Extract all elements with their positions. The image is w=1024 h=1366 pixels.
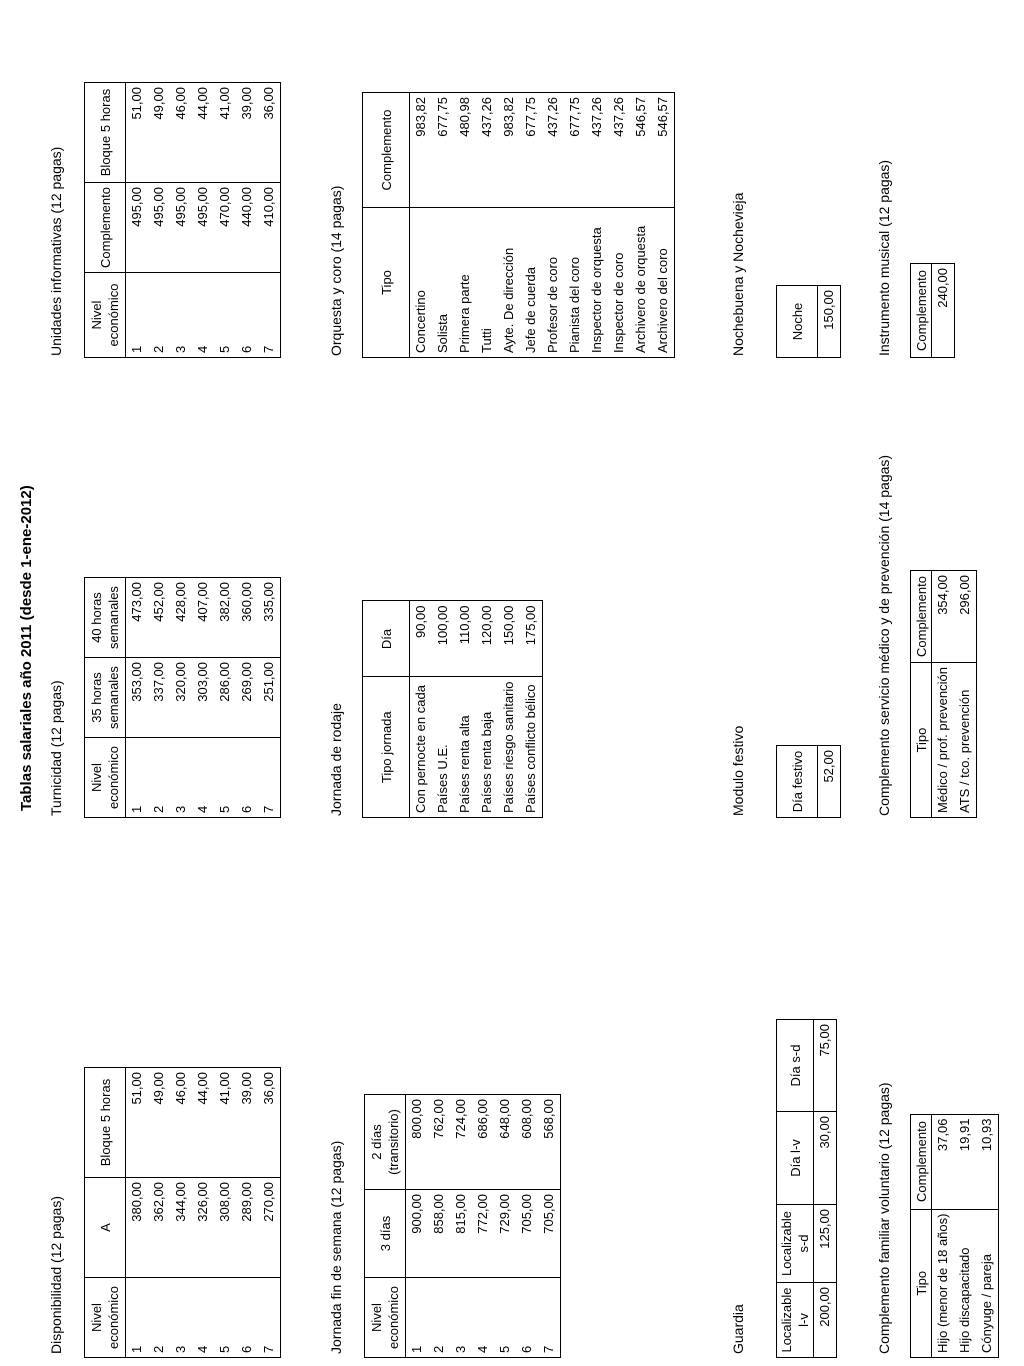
table-cell: 724,00 [450, 1095, 472, 1190]
table-row [428, 1095, 450, 1358]
table-cell: 5 [214, 1278, 236, 1358]
table-cell: 437,26 [608, 93, 630, 208]
medico-table [910, 570, 977, 818]
table-cell: 705,00 [516, 1190, 538, 1278]
table-cell: 380,00 [126, 1178, 149, 1278]
medico-grid [910, 570, 977, 818]
table-cell: 5 [494, 1278, 516, 1358]
table-cell: 289,00 [236, 1178, 258, 1278]
fin-semana-table [364, 1094, 561, 1358]
table-cell: 677,75 [564, 93, 586, 208]
table-cell: 120,00 [476, 601, 498, 677]
table-cell: 286,00 [214, 658, 236, 738]
table-cell: 337,00 [148, 658, 170, 738]
column-header: Día l-v [777, 1112, 814, 1205]
table-cell: 240,00 [932, 264, 955, 358]
medico-title: Complemento servicio médico y de prevención (14 pagas) [876, 454, 892, 816]
table-cell: 452,00 [148, 578, 170, 658]
table-cell: 7 [258, 273, 281, 358]
table-row [542, 93, 564, 358]
column-header: A [85, 1178, 126, 1278]
table-row [450, 1095, 472, 1358]
table-row [236, 83, 258, 358]
table-row [476, 93, 498, 358]
table-cell: Archivero del coro [652, 208, 675, 358]
table-cell: 3 [170, 1278, 192, 1358]
table-row [170, 83, 192, 358]
column-header: Complemento [911, 264, 932, 358]
table-cell: 677,75 [432, 93, 454, 208]
table-cell: 344,00 [170, 1178, 192, 1278]
column-header: 40 horas semanales [85, 578, 126, 658]
column-header: Complemento [911, 1114, 932, 1209]
table-row [476, 601, 498, 818]
table-cell: 6 [236, 738, 258, 818]
table-cell: 4 [472, 1278, 494, 1358]
table-row [814, 1020, 837, 1358]
table-cell: 19,91 [954, 1114, 976, 1209]
table-row [954, 571, 977, 818]
table-cell: 546,57 [630, 93, 652, 208]
table-cell: 6 [236, 1278, 258, 1358]
informativas-table [84, 82, 281, 358]
table-cell: 90,00 [410, 601, 433, 677]
table-row [148, 578, 170, 818]
table-cell: 800,00 [406, 1095, 429, 1190]
table-row [126, 1068, 149, 1358]
column-header: Nivel económico [85, 738, 126, 818]
column-header: Noche [777, 286, 818, 358]
table-cell: 5 [214, 273, 236, 358]
table-row [472, 1095, 494, 1358]
table-cell: 5 [214, 738, 236, 818]
table-cell: Países conflicto bélico [520, 677, 543, 818]
table-cell: 30,00 [814, 1112, 837, 1205]
table-cell: 1 [126, 273, 149, 358]
table-cell: 49,00 [148, 83, 170, 183]
table-cell: 251,00 [258, 658, 281, 738]
table-cell: 7 [258, 738, 281, 818]
column-header: Tipo [911, 663, 932, 818]
table-cell: 7 [258, 1278, 281, 1358]
column-header: 2 días (transitorio) [365, 1095, 406, 1190]
table-row [432, 93, 454, 358]
table-cell: 473,00 [126, 578, 149, 658]
table-row [214, 1068, 236, 1358]
column-header: Día [363, 601, 410, 677]
nochebuena-table [776, 285, 841, 358]
table-cell: 49,00 [148, 1068, 170, 1178]
column-header: Nivel económico [85, 273, 126, 358]
familiar-table [910, 1114, 999, 1358]
column-header: Día s-d [777, 1020, 814, 1112]
table-row [516, 1095, 538, 1358]
table-row [236, 1068, 258, 1358]
table-row [454, 93, 476, 358]
table-cell: 762,00 [428, 1095, 450, 1190]
column-header: Bloque 5 horas [85, 83, 126, 183]
table-cell: 495,00 [192, 183, 214, 273]
table-row [410, 93, 433, 358]
fin-semana-grid [364, 1094, 561, 1358]
informativas-title: Unidades informativas (12 pagas) [48, 146, 64, 356]
table-cell: 75,00 [814, 1020, 837, 1112]
table-cell: 41,00 [214, 83, 236, 183]
table-row [170, 578, 192, 818]
table-cell: Países U.E. [432, 677, 454, 818]
guardia-table [776, 1019, 837, 1358]
table-row [520, 93, 542, 358]
table-cell: 900,00 [406, 1190, 429, 1278]
table-row [258, 578, 281, 818]
orquesta-table [362, 92, 675, 358]
table-cell: 677,75 [520, 93, 542, 208]
table-cell: 44,00 [192, 1068, 214, 1178]
guardia-title: Guardia [730, 1304, 746, 1354]
table-cell: 2 [148, 1278, 170, 1358]
table-cell: 125,00 [814, 1205, 837, 1283]
table-cell: Jefe de cuerda [520, 208, 542, 358]
column-header: 3 días [365, 1190, 406, 1278]
column-header: Nivel económico [85, 1278, 126, 1358]
table-row [494, 1095, 516, 1358]
table-row [192, 578, 214, 818]
table-cell: 37,06 [932, 1114, 955, 1209]
table-cell: 437,26 [586, 93, 608, 208]
table-row [126, 83, 149, 358]
informativas-grid [84, 82, 281, 358]
table-cell: 51,00 [126, 1068, 149, 1178]
table-row [192, 1068, 214, 1358]
table-cell: 6 [236, 273, 258, 358]
table-cell: 428,00 [170, 578, 192, 658]
table-cell: Hijo discapacitado [954, 1209, 976, 1357]
table-cell: 335,00 [258, 578, 281, 658]
table-cell: Países renta alta [454, 677, 476, 818]
table-cell: 4 [192, 738, 214, 818]
column-header: Tipo [363, 208, 410, 358]
rodaje-table [362, 600, 543, 818]
table-cell: Solista [432, 208, 454, 358]
table-row [932, 264, 955, 358]
table-row [148, 83, 170, 358]
table-cell: 440,00 [236, 183, 258, 273]
table-row [976, 1114, 999, 1357]
festivo-grid [776, 745, 841, 818]
rodaje-title: Jornada de rodaje [328, 703, 344, 816]
table-cell: 46,00 [170, 83, 192, 183]
turnicidad-table [84, 577, 281, 818]
column-header: Complemento [363, 93, 410, 208]
column-header: Localizable s-d [777, 1205, 814, 1283]
table-cell: 410,00 [258, 183, 281, 273]
table-cell: 480,98 [454, 93, 476, 208]
disponibilidad-grid [84, 1067, 281, 1358]
instrumento-grid [910, 263, 955, 358]
table-cell: 858,00 [428, 1190, 450, 1278]
table-cell: 568,00 [538, 1095, 561, 1190]
table-row [498, 601, 520, 818]
table-row [432, 601, 454, 818]
table-cell: 308,00 [214, 1178, 236, 1278]
table-cell: 150,00 [818, 286, 841, 358]
column-header: Complemento [85, 183, 126, 273]
table-cell: 110,00 [454, 601, 476, 677]
table-cell: 815,00 [450, 1190, 472, 1278]
table-row [258, 83, 281, 358]
table-cell: Médico / prof. prevención [932, 663, 955, 818]
document-title: Tablas salariales año 2011 (desde 1-ene-2012) [18, 485, 35, 811]
table-cell: 470,00 [214, 183, 236, 273]
table-cell: 983,82 [498, 93, 520, 208]
table-cell: 495,00 [126, 183, 149, 273]
column-header: Complemento [911, 571, 932, 663]
table-cell: 686,00 [472, 1095, 494, 1190]
table-cell: Pianista del coro [564, 208, 586, 358]
table-row [148, 1068, 170, 1358]
table-cell: Hijo (menor de 18 años) [932, 1209, 955, 1357]
table-row [630, 93, 652, 358]
table-cell: 1 [126, 1278, 149, 1358]
table-cell: 407,00 [192, 578, 214, 658]
table-cell: 39,00 [236, 83, 258, 183]
table-cell: 1 [406, 1278, 429, 1358]
table-row [652, 93, 675, 358]
table-cell: 3 [170, 273, 192, 358]
table-cell: 1 [126, 738, 149, 818]
table-cell: 353,00 [126, 658, 149, 738]
table-row [818, 746, 841, 818]
table-cell: 41,00 [214, 1068, 236, 1178]
table-row [498, 93, 520, 358]
table-cell: Ayte. De dirección [498, 208, 520, 358]
table-cell: 495,00 [148, 183, 170, 273]
column-header: 35 horas semanales [85, 658, 126, 738]
orquesta-grid [362, 92, 675, 358]
table-cell: 705,00 [538, 1190, 561, 1278]
table-row [818, 286, 841, 358]
table-cell: 360,00 [236, 578, 258, 658]
table-cell: 36,00 [258, 83, 281, 183]
table-cell: Archivero de orquesta [630, 208, 652, 358]
table-cell: 44,00 [192, 83, 214, 183]
table-row [214, 578, 236, 818]
table-cell: 36,00 [258, 1068, 281, 1178]
table-row [170, 1068, 192, 1358]
table-row [406, 1095, 429, 1358]
table-cell: 39,00 [236, 1068, 258, 1178]
table-cell: 200,00 [814, 1283, 837, 1358]
table-cell: ATS / tco. prevención [954, 663, 977, 818]
disponibilidad-title: Disponibilidad (12 pagas) [48, 1196, 64, 1354]
table-row [126, 578, 149, 818]
table-cell: Tutti [476, 208, 498, 358]
table-cell: 362,00 [148, 1178, 170, 1278]
table-row [454, 601, 476, 818]
table-cell: 608,00 [516, 1095, 538, 1190]
table-row [192, 83, 214, 358]
festivo-table [776, 745, 841, 818]
table-cell: 10,93 [976, 1114, 999, 1209]
table-cell: 382,00 [214, 578, 236, 658]
table-cell: 4 [192, 1278, 214, 1358]
turnicidad-title: Turnicidad (12 pagas) [48, 680, 64, 816]
table-row [564, 93, 586, 358]
turnicidad-grid [84, 577, 281, 818]
table-row [236, 578, 258, 818]
table-cell: 269,00 [236, 658, 258, 738]
table-cell: Inspector de coro [608, 208, 630, 358]
table-cell: Cónyuge / pareja [976, 1209, 999, 1357]
table-cell: 7 [538, 1278, 561, 1358]
festivo-title: Modulo festivo [730, 725, 746, 816]
column-header: Día festivo [777, 746, 818, 818]
table-cell: 729,00 [494, 1190, 516, 1278]
column-header: Tipo jornada [363, 677, 410, 818]
table-cell: 326,00 [192, 1178, 214, 1278]
familiar-title: Complemento familiar voluntario (12 pagas) [876, 1082, 892, 1354]
instrumento-title: Instrumento musical (12 pagas) [876, 159, 892, 356]
table-cell: 150,00 [498, 601, 520, 677]
table-cell: 296,00 [954, 571, 977, 663]
table-cell: 2 [148, 738, 170, 818]
column-header: Nivel económico [365, 1278, 406, 1358]
table-row [410, 601, 433, 818]
table-cell: 52,00 [818, 746, 841, 818]
table-cell: 2 [148, 273, 170, 358]
table-cell: 46,00 [170, 1068, 192, 1178]
fin-semana-title: Jornada fin de semana (12 pagas) [328, 1140, 344, 1354]
familiar-grid [910, 1114, 999, 1358]
table-row [214, 83, 236, 358]
table-cell: Con pernocte en cada [410, 677, 433, 818]
table-cell: 495,00 [170, 183, 192, 273]
table-cell: 437,26 [542, 93, 564, 208]
table-cell: 3 [450, 1278, 472, 1358]
table-cell: Primera parte [454, 208, 476, 358]
table-row [932, 571, 955, 818]
table-cell: Países renta baja [476, 677, 498, 818]
table-row [608, 93, 630, 358]
table-cell: 320,00 [170, 658, 192, 738]
table-cell: 175,00 [520, 601, 543, 677]
table-cell: 303,00 [192, 658, 214, 738]
table-cell: 100,00 [432, 601, 454, 677]
table-cell: 3 [170, 738, 192, 818]
table-row [538, 1095, 561, 1358]
rodaje-grid [362, 600, 543, 818]
table-cell: 546,57 [652, 93, 675, 208]
column-header: Tipo [911, 1209, 932, 1357]
column-header: Bloque 5 horas [85, 1068, 126, 1178]
column-header: Localizable l-v [777, 1283, 814, 1358]
table-cell: 2 [428, 1278, 450, 1358]
table-cell: Profesor de coro [542, 208, 564, 358]
table-cell: 270,00 [258, 1178, 281, 1278]
table-cell: Concertino [410, 208, 433, 358]
table-cell: 6 [516, 1278, 538, 1358]
table-row [954, 1114, 976, 1357]
guardia-grid [776, 1019, 837, 1358]
disponibilidad-table [84, 1067, 281, 1358]
table-row [586, 93, 608, 358]
table-cell: 354,00 [932, 571, 955, 663]
table-cell: 648,00 [494, 1095, 516, 1190]
orquesta-title: Orquesta y coro (14 pagas) [328, 185, 344, 356]
table-row [932, 1114, 955, 1357]
instrumento-table [910, 263, 955, 358]
nochebuena-grid [776, 285, 841, 358]
table-row [258, 1068, 281, 1358]
table-cell: 437,26 [476, 93, 498, 208]
nochebuena-title: Nochebuena y Nochevieja [730, 192, 746, 356]
table-cell: 983,82 [410, 93, 433, 208]
table-cell: 772,00 [472, 1190, 494, 1278]
table-cell: 4 [192, 273, 214, 358]
table-cell: Países riesgo sanitario [498, 677, 520, 818]
table-cell: Inspector de orquesta [586, 208, 608, 358]
table-row [520, 601, 543, 818]
table-cell: 51,00 [126, 83, 149, 183]
